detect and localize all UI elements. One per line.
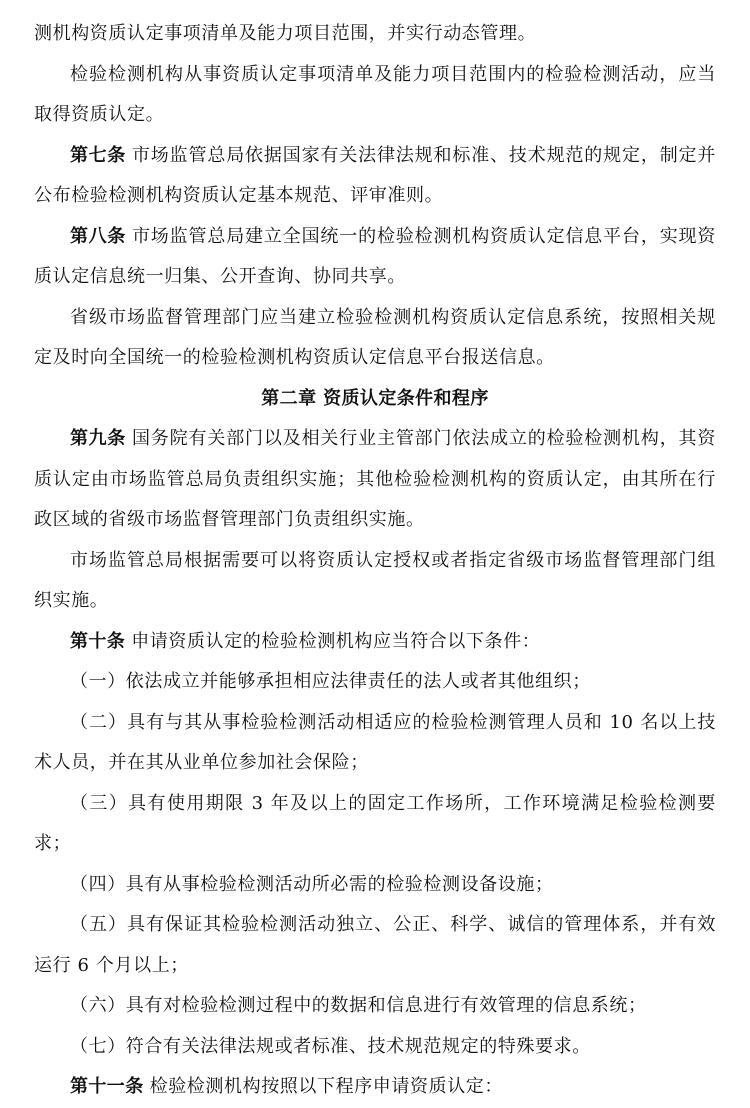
chapter-heading (34, 379, 716, 420)
article-number: 第八条 (70, 225, 126, 247)
list-item (34, 662, 716, 703)
list-item (34, 1027, 716, 1068)
paragraph-text: 检验检测机构从事资质认定事项清单及能力项目范围内的检验检测活动，应当取得资质认定。 (34, 63, 716, 125)
article-paragraph (34, 419, 716, 541)
paragraph (34, 14, 716, 55)
article-text: 检验检测机构按照以下程序申请资质认定： (149, 1076, 504, 1097)
article-paragraph (34, 622, 716, 663)
paragraph (34, 298, 716, 379)
list-item-text: （五）具有保证其检验检测活动独立、公正、科学、诚信的管理体系，并有效运行 6 个月以上； (34, 914, 716, 976)
list-item (34, 905, 716, 986)
list-item-text: （三）具有使用期限 3 年及以上的固定工作场所，工作环境满足检验检测要求； (34, 792, 716, 854)
paragraph-text: 市场监管总局根据需要可以将资质认定授权或者指定省级市场监督管理部门组织实施。 (34, 549, 716, 611)
article-paragraph (34, 1067, 716, 1108)
list-item-text: （七）符合有关法律法规或者标准、技术规范规定的特殊要求。 (70, 1035, 591, 1057)
article-text: 市场监管总局依据国家有关法律法规和标准、技术规范的规定，制定并公布检验检测机构资质认定基本规范、评审准则。 (34, 144, 716, 206)
chapter-heading-text: 第二章 资质认定条件和程序 (261, 387, 489, 409)
list-item-text: （四）具有从事检验检测活动所必需的检验检测设备设施； (70, 873, 554, 895)
list-item-text: （六）具有对检验检测过程中的数据和信息进行有效管理的信息系统； (70, 995, 647, 1016)
paragraph-text: 省级市场监督管理部门应当建立检验检测机构资质认定信息系统，按照相关规定及时向全国统一的检验检测机构资质认定信息平台报送信息。 (34, 306, 716, 368)
list-item-text: （二）具有与其从事检验检测活动相适应的检验检测管理人员和 10 名以上技术人员，并在其从业单位参加社会保险； (34, 711, 716, 773)
article-text: 市场监管总局建立全国统一的检验检测机构资质认定信息平台，实现资质认定信息统一归集、公开查询、协同共享。 (34, 225, 716, 287)
list-item (34, 865, 716, 906)
article-text: 国务院有关部门以及相关行业主管部门依法成立的检验检测机构，其资质认定由市场监管总局负责组织实施；其他检验检测机构的资质认定，由其所在行政区域的省级市场监督管理部门负责组织实施。 (34, 428, 716, 530)
article-number: 第九条 (70, 428, 126, 449)
article-text: 申请资质认定的检验检测机构应当符合以下条件： (131, 630, 541, 652)
list-item (34, 784, 716, 865)
paragraph (34, 541, 716, 622)
article-number: 第七条 (70, 144, 126, 166)
paragraph-text: 测机构资质认定事项清单及能力项目范围，并实行动态管理。 (34, 23, 537, 44)
list-item-text: （一）依法成立并能够承担相应法律责任的法人或者其他组织； (70, 671, 591, 692)
list-item (34, 703, 716, 784)
article-paragraph (34, 217, 716, 298)
article-paragraph (34, 136, 716, 217)
article-number: 第十一条 (70, 1076, 144, 1097)
article-number: 第十条 (70, 630, 126, 652)
paragraph (34, 55, 716, 136)
list-item (34, 986, 716, 1027)
